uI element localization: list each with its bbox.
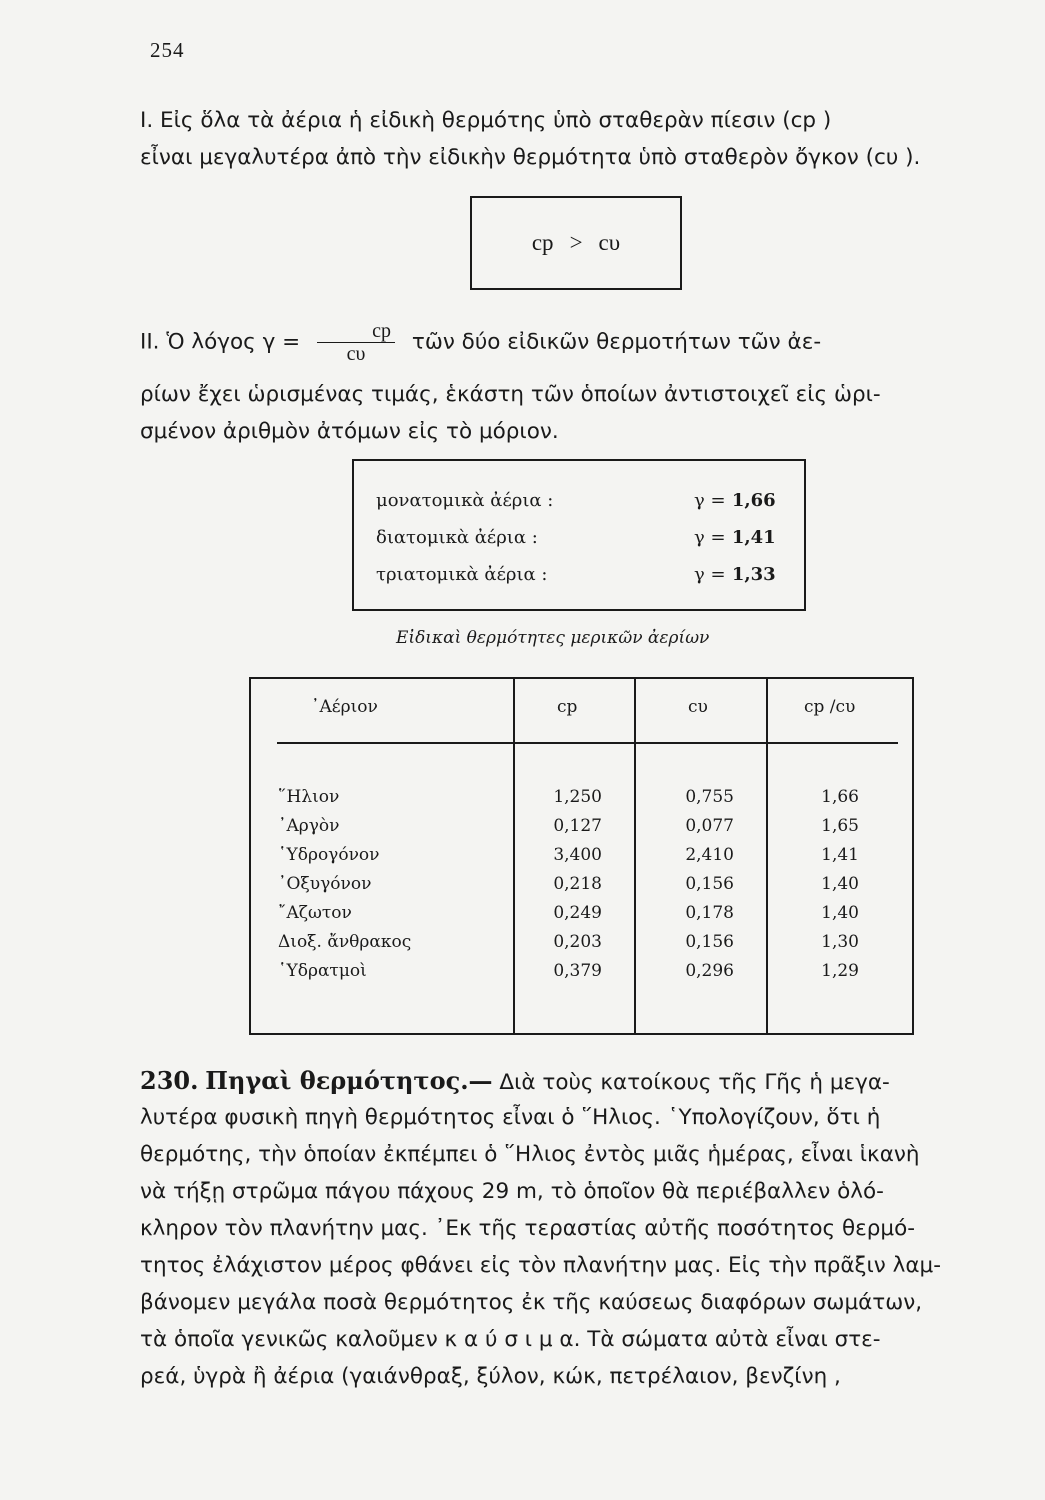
cell-cp: 3,400 (553, 845, 602, 865)
cell-cv: 0,178 (685, 903, 734, 923)
table-header-rule (277, 742, 898, 744)
cell-cv: 0,156 (685, 874, 734, 894)
point-one-paragraph (140, 102, 1010, 176)
table-column-divider (766, 679, 768, 1033)
section-number: 230. (140, 1066, 199, 1095)
gamma-row-value: γ = 1,66 (694, 490, 776, 511)
cell-ratio: 1,29 (821, 961, 859, 981)
point-two-suffix: τῶν δύο εἰδικῶν θερμοτήτων τῶν ἀε- (411, 329, 822, 355)
cell-ratio: 1,40 (821, 874, 859, 894)
cell-cv: 0,755 (685, 787, 734, 807)
cell-gas: ῞Ηλιον (278, 787, 340, 807)
cell-ratio: 1,66 (821, 787, 859, 807)
cell-cp: 0,379 (553, 961, 602, 981)
point-one-line-2: εἶναι μεγαλυτέρα ἀπὸ τὴν εἰδικὴν θερμότητα ὑπὸ σταθερὸν ὄγκον (cυ ). (140, 145, 921, 170)
cell-cp: 0,249 (553, 903, 602, 923)
gamma-values-box (352, 459, 806, 611)
cell-cp: 0,203 (553, 932, 602, 952)
body-line: κληρον τὸν πλανήτην μας. ᾿Εκ τῆς τεραστίας αὐτῆς ποσότητος θερμό- (140, 1216, 916, 1241)
section-title: Πηγαὶ θερμότητος.— (205, 1066, 493, 1095)
header-cv: cυ (688, 697, 708, 717)
body-line: θερμότης, τὴν ὁποίαν ἐκπέμπει ὁ ῞Ηλιος ἐντὸς μιᾶς ἡμέρας, εἶναι ἱκανὴ (140, 1142, 920, 1167)
fraction-denominator: cυ (346, 343, 366, 365)
cell-gas: ῎Αζωτον (278, 903, 352, 923)
specific-heats-table (249, 677, 914, 1035)
cp-greater-cv-box (470, 196, 682, 290)
cell-ratio: 1,65 (821, 816, 859, 836)
gamma-row-value: γ = 1,33 (694, 564, 776, 585)
body-line: λυτέρα φυσικὴ πηγὴ θερμότητος εἶναι ὁ ῞Ηλιος. ῾Υπολογίζουν, ὅτι ἡ (140, 1105, 881, 1130)
gamma-row-label: διατομικὰ ἀέρια : (376, 527, 538, 548)
header-gas: ᾿Αέριον (311, 697, 378, 717)
gamma-row-value: γ = 1,41 (694, 527, 776, 548)
gamma-row-monatomic (376, 483, 796, 519)
gamma-row-label: τριατομικὰ ἀέρια : (376, 564, 548, 585)
cell-gas: Διοξ. ἄνθρακος (278, 932, 412, 952)
point-two-first-line (140, 320, 1010, 380)
cell-cv: 2,410 (685, 845, 734, 865)
section-first-line: Διὰ τοὺς κατοίκους τῆς Γῆς ἡ μεγα- (499, 1070, 890, 1095)
cell-gas: ῾Υδρατμοὶ (278, 961, 367, 981)
ratio-box-right: cυ (598, 230, 621, 255)
cell-gas: ᾿Αργὸν (278, 816, 340, 836)
cell-ratio: 1,40 (821, 903, 859, 923)
header-ratio: cp /cυ (804, 697, 856, 717)
section-230-heading-line (140, 1062, 1010, 1101)
body-line: τὰ ὁποῖα γενικῶς καλοῦμεν κ α ύ σ ι μ α. Τὰ σώματα αὐτὰ εἶναι στε- (140, 1327, 881, 1352)
point-two-line-3: σμένον ἀριθμὸν ἀτόμων εἰς τὸ μόριον. (140, 419, 559, 444)
body-line: τητος ἐλάχιστον μέρος φθάνει εἰς τὸν πλανήτην μας. Εἰς τὴν πρᾶξιν λαμ- (140, 1253, 941, 1278)
header-cp: cp (557, 697, 578, 717)
body-line: ρεά, ὑγρὰ ἢ ἀέρια (γαιάνθραξ, ξύλον, κώκ, πετρέλαιον, βενζίνη , (140, 1364, 841, 1389)
point-one-line-1: I. Εἰς ὅλα τὰ ἀέρια ἡ εἰδικὴ θερμότης ὑπὸ σταθερὰν πίεσιν (cp ) (140, 108, 832, 133)
point-two-line-2: ρίων ἔχει ὡρισμένας τιμάς, ἑκάστη τῶν ὁποίων ἀντιστοιχεῖ εἰς ὡρι- (140, 382, 881, 407)
cell-ratio: 1,30 (821, 932, 859, 952)
fraction-numerator: cp (317, 320, 395, 343)
cell-cv: 0,077 (685, 816, 734, 836)
section-230-body (140, 1099, 1010, 1395)
table-column-divider (634, 679, 636, 1033)
body-line: βάνομεν μεγάλα ποσὰ θερμότητος ἐκ τῆς καύσεως διαφόρων σωμάτων, (140, 1290, 923, 1315)
gamma-row-triatomic (376, 557, 796, 593)
point-two-continuation (140, 376, 1010, 450)
cell-cp: 0,127 (553, 816, 602, 836)
cell-gas: ῾Υδρογόνον (278, 845, 380, 865)
ratio-box-left: cp (531, 230, 554, 255)
cell-cp: 0,218 (553, 874, 602, 894)
cell-cv: 0,296 (685, 961, 734, 981)
gamma-fraction (317, 320, 395, 365)
cell-ratio: 1,41 (821, 845, 859, 865)
gamma-row-label: μονατομικὰ ἀέρια : (376, 490, 554, 511)
page-number: 254 (150, 38, 185, 62)
point-two-prefix: II. Ὁ λόγος γ = (140, 329, 301, 355)
table-column-divider (513, 679, 515, 1033)
cell-gas: ᾿Οξυγόνον (278, 874, 372, 894)
body-line: νὰ τήξῃ στρῶμα πάγου πάχους 29 m, τὸ ὁποῖον θὰ περιέβαλλεν ὁλό- (140, 1179, 884, 1204)
cell-cv: 0,156 (685, 932, 734, 952)
ratio-box-operator: > (569, 230, 583, 255)
gamma-row-diatomic (376, 520, 796, 556)
table-caption: Εἰδικαὶ θερμότητες μερικῶν ἀερίων (396, 628, 710, 648)
cell-cp: 1,250 (553, 787, 602, 807)
